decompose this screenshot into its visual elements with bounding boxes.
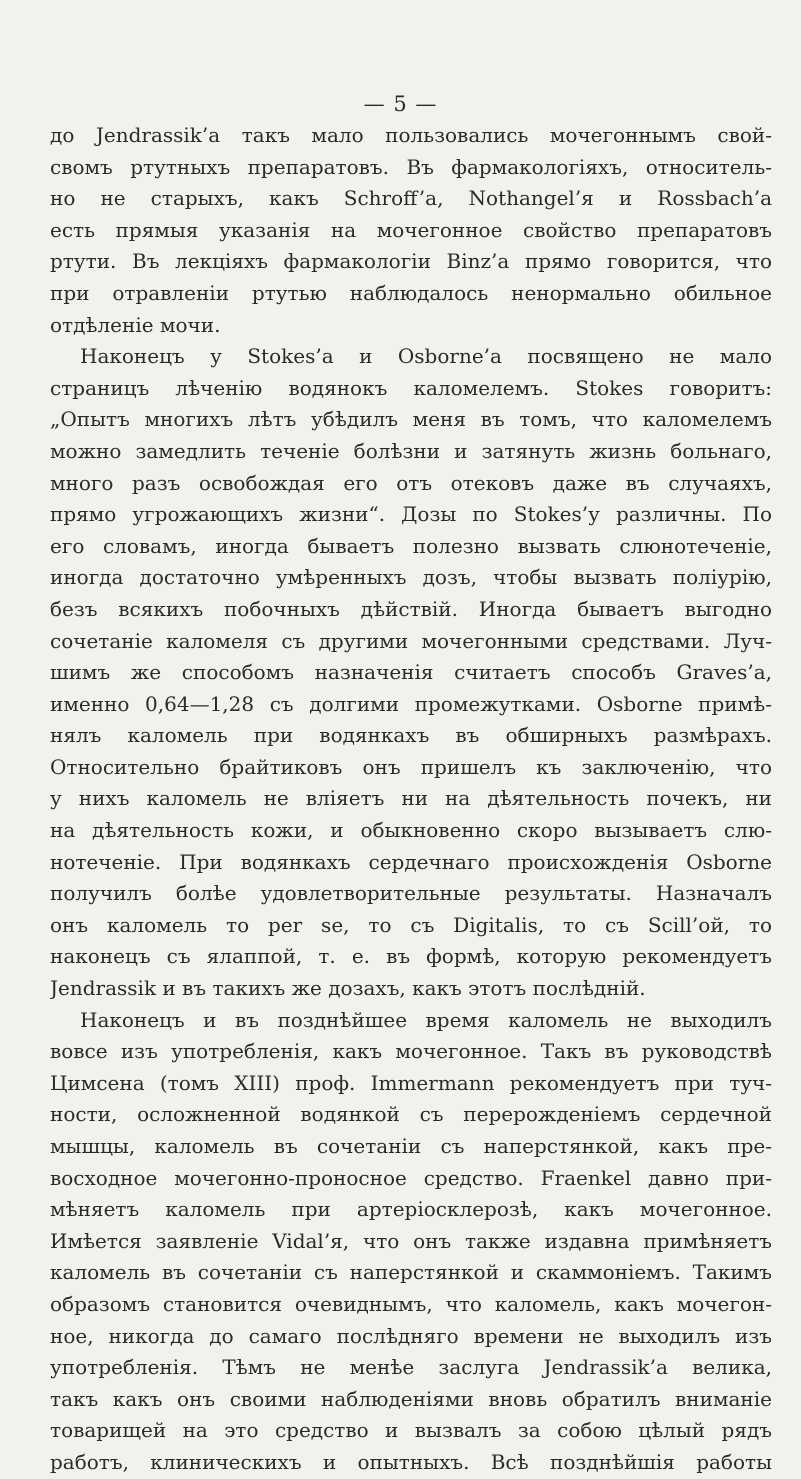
text-line: Наконецъ и въ позднѣйшее время каломель не выходилъ (80, 1007, 772, 1032)
paragraph-1 (50, 120, 772, 341)
text-line: иногда достаточно умѣренныхъ дозъ, чтобы вызвать поліурію, (50, 565, 772, 590)
text-line: Jendrassik и въ такихъ же дозахъ, какъ этотъ послѣдній. (50, 976, 646, 1001)
text-line: Имѣется заявленіе Vidal’я, что онъ также издавна примѣняетъ (50, 1228, 772, 1253)
text-line: онъ каломель то per se, то съ Digitalis, то съ Scill’ой, то (50, 912, 772, 937)
paragraph-2 (50, 341, 772, 1004)
text-line: можно замедлить теченіе болѣзни и затянуть жизнь больнаго, (50, 438, 772, 463)
text-line: прямо угрожающихъ жизни“. Дозы по Stokes’у различны. По (50, 502, 772, 527)
text-line: много разъ освобождая его отъ отековъ даже въ случаяхъ, (50, 470, 772, 495)
text-line: Цимсена (томъ XIII) проф. Immermann рекомендуетъ при туч- (50, 1070, 772, 1095)
paragraph-3 (50, 1005, 772, 1479)
text-line: вовсе изъ употребленія, какъ мочегонное. Такъ въ руководствѣ (50, 1039, 772, 1064)
text-line: такъ какъ онъ своими наблюденіями вновь обратилъ вниманіе (50, 1386, 772, 1411)
text-line: „Опытъ многихъ лѣтъ убѣдилъ меня въ томъ, что каломелемъ (50, 407, 772, 432)
text-line: на дѣятельность кожи, и обыкновенно скоро вызываетъ слю- (50, 818, 772, 843)
text-line: восходное мочегонно-проносное средство. Fraenkel давно при- (50, 1165, 772, 1190)
text-line: до Jendrassik’a такъ мало пользовались мочегоннымъ свой- (50, 123, 772, 147)
text-line: именно 0,64—1,28 съ долгими промежутками. Osborne примѣ- (50, 691, 772, 716)
text-line: образомъ становится очевиднымъ, что каломель, какъ мочегон- (50, 1291, 772, 1316)
text-line: наконецъ съ ялаппой, т. е. въ формѣ, которую рекомендуетъ (50, 944, 772, 969)
page-number: — 5 — (363, 92, 438, 116)
text-line: мѣняетъ каломель при артеріосклерозѣ, какъ мочегонное. (50, 1197, 772, 1222)
text-line: Относительно брайтиковъ онъ пришелъ къ заключенію, что (50, 754, 772, 779)
text-line: нотеченіе. При водянкахъ сердечнаго происхожденія Osborne (50, 849, 772, 874)
text-line: мышцы, каломель въ сочетаніи съ наперстянкой, какъ пре- (50, 1134, 772, 1158)
text-line: у нихъ каломель не вліяетъ ни на дѣятельность почекъ, ни (50, 786, 772, 811)
text-line: товарищей на это средство и вызвалъ за собою цѣлый рядъ (50, 1418, 772, 1443)
text-line: употребленія. Тѣмъ не менѣе заслуга Jendrassik’a велика, (50, 1355, 772, 1380)
text-line: но не старыхъ, какъ Schroff’a, Nothangel’я и Rossbach’a (50, 186, 772, 211)
text-line: работъ, клиническихъ и опытныхъ. Всѣ позднѣйшія работы (50, 1449, 772, 1474)
text-line: отдѣленіе мочи. (50, 312, 221, 337)
text-line: ное, никогда до самаго послѣдняго времени не выходилъ изъ (50, 1323, 772, 1348)
text-line: шимъ же способомъ назначенія считаетъ способъ Graves’a, (50, 660, 772, 685)
text-line: его словамъ, иногда бываетъ полезно вызвать слюнотеченіе, (50, 533, 772, 558)
text-line: безъ всякихъ побочныхъ дѣйствій. Иногда бываетъ выгодно (50, 596, 772, 621)
text-line: каломель въ сочетаніи съ наперстянкой и скаммоніемъ. Такимъ (50, 1260, 772, 1285)
text-line: ртути. Въ лекціяхъ фармакологіи Binz’a прямо говорится, что (50, 249, 772, 274)
text-line: получилъ болѣе удовлетворительные результаты. Назначалъ (50, 881, 772, 906)
text-line: свомъ ртутныхъ препаратовъ. Въ фармакологіяхъ, относитель- (50, 154, 772, 179)
text-line: нялъ каломель при водянкахъ въ обширныхъ размѣрахъ. (50, 723, 772, 748)
text-line: есть прямыя указанія на мочегонное свойство препаратовъ (50, 217, 772, 242)
text-line: при отравленіи ртутью наблюдалось ненормально обильное (50, 280, 772, 305)
text-line: сочетаніе каломеля съ другими мочегонными средствами. Луч- (50, 628, 772, 653)
body-text (50, 120, 772, 1479)
text-line: Наконецъ у Stokes’a и Osborne’a посвящено не мало (80, 344, 772, 369)
text-line: ности, осложненной водянкой съ перерожденіемъ сердечной (50, 1102, 772, 1127)
text-line: страницъ лѣченію водянокъ каломелемъ. Stokes говоритъ: (50, 375, 772, 400)
